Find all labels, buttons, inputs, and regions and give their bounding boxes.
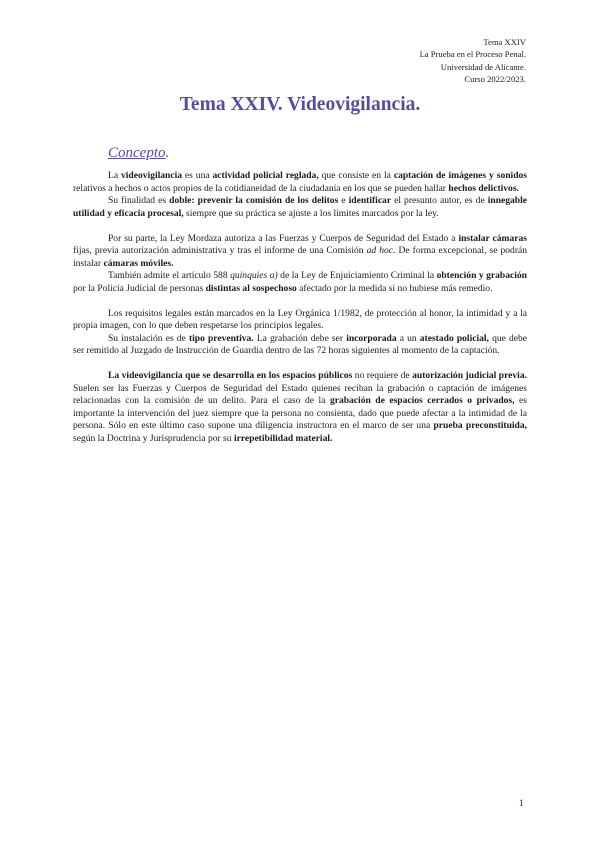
header-academic-year: Curso 2022/2023. xyxy=(464,74,526,85)
text-run: Su finalidad es xyxy=(108,195,170,206)
bold-text: incorporada xyxy=(346,332,397,344)
page-title: Tema XXIV. Videovigilancia. xyxy=(179,94,421,115)
document-header xyxy=(420,36,526,86)
paragraph xyxy=(73,170,527,195)
bold-text: autorización judicial previa. xyxy=(412,370,527,381)
text-run: a un xyxy=(396,332,420,344)
text-run: La xyxy=(108,170,121,181)
text-run: Por su parte, la Ley Mordaza autoriza a las Fuerzas y Cuerpos de Seguridad del Estado a xyxy=(108,232,459,244)
bold-text: atestado policial, xyxy=(419,332,489,344)
header-university: Universidad de Alicante. xyxy=(440,61,526,72)
text-run: es una xyxy=(182,170,213,181)
text-run: que debe ser remitido al Juzgado de Instrucción de Guardia dentro de las 72 horas siguientes al momento de la captación. xyxy=(73,332,528,356)
bold-text: grabación de espacios cerrados o privados, xyxy=(329,395,515,406)
italic-text: quinquies a) xyxy=(230,270,278,281)
text-run: no requiere de xyxy=(352,370,413,381)
paragraph xyxy=(73,233,527,271)
paragraph xyxy=(73,370,527,445)
text-run: Los requisitos legales están marcados en la Ley Orgánica 1/1982, de protección al honor, la intimidad y a la propia imagen, con lo que deben respetarse los principios legales. xyxy=(73,307,527,331)
text-run: La grabación debe ser xyxy=(253,332,347,344)
italic-text: ad hoc. xyxy=(366,245,396,256)
paragraph xyxy=(73,308,527,333)
paragraph xyxy=(73,270,527,295)
header-course-name: La Prueba en el Proceso Penal. xyxy=(419,49,526,60)
bold-text: captación de imágenes y sonidos xyxy=(393,170,528,181)
text-run: También admite el artículo 588 xyxy=(108,270,231,281)
paragraph xyxy=(73,333,527,358)
bold-text: irrepetibilidad material. xyxy=(233,432,333,444)
text-run: relativos a hechos o actos propios de la cotidianeidad de la ciudadanía en los que se pueden hallar xyxy=(73,182,449,194)
text-run: es importante la intervención del juez siempre que la persona no consienta, dado que puede afectar a la intimidad de la persona. Sólo en este último caso supone una diligencia instructora en el marco de ser una xyxy=(73,395,527,431)
bold-text: videovigilancia xyxy=(121,170,182,181)
body-text xyxy=(73,170,527,445)
text-run: De forma excepcional, se podrán instalar xyxy=(73,245,528,269)
bold-text: instalar cámaras xyxy=(458,232,527,244)
bold-text: doble: prevenir la comisión de los delitos xyxy=(169,195,339,206)
text-run: según la Doctrina y Jurisprudencia por su xyxy=(73,432,234,444)
text-run: que consiste en la xyxy=(318,170,394,181)
bold-text: identificar xyxy=(348,195,392,206)
bold-text: actividad policial reglada, xyxy=(212,170,319,181)
header-topic: Tema XXIV xyxy=(483,37,526,47)
bold-text: La videovigilancia que se desarrolla en los espacios públicos xyxy=(108,370,353,381)
section-heading-text: Concepto xyxy=(108,145,166,161)
text-run: fijas, previa autorización administrativa y tras el informe de una Comisión xyxy=(73,245,367,256)
bold-text: innegable utilidad y eficacia procesal, xyxy=(73,195,528,219)
section-heading-period: . xyxy=(165,145,170,161)
text-run: Su instalación es de xyxy=(108,332,189,344)
text-run: afectado por la medida si no hubiese más remedio. xyxy=(296,282,493,294)
bold-text: tipo preventiva. xyxy=(188,332,254,344)
text-run: Suelen ser las Fuerzas y Cuerpos de Seguridad del Estado quienes reciban la grabación o captación de imágenes relacionadas con la comisión de un delito. Para el caso de la xyxy=(73,382,527,406)
text-run: de la Ley de Enjuiciamiento Criminal la xyxy=(277,270,437,281)
page-number: 1 xyxy=(519,798,524,808)
bold-text: prueba preconstituida, xyxy=(433,420,528,431)
bold-text: distintas al sospechoso xyxy=(205,282,297,294)
text-run: e xyxy=(338,195,349,206)
bold-text: obtención y grabación xyxy=(436,270,527,281)
paragraph xyxy=(73,195,527,220)
text-run: el presunto autor, es de xyxy=(391,195,488,206)
text-run: por la Policía Judicial de personas xyxy=(73,282,206,294)
bold-text: cámaras móviles. xyxy=(103,257,174,269)
text-run: siempre que su práctica se ajuste a los límites marcados por la ley. xyxy=(183,207,439,219)
section-heading xyxy=(108,145,169,162)
bold-text: hechos delictivos. xyxy=(448,182,519,194)
